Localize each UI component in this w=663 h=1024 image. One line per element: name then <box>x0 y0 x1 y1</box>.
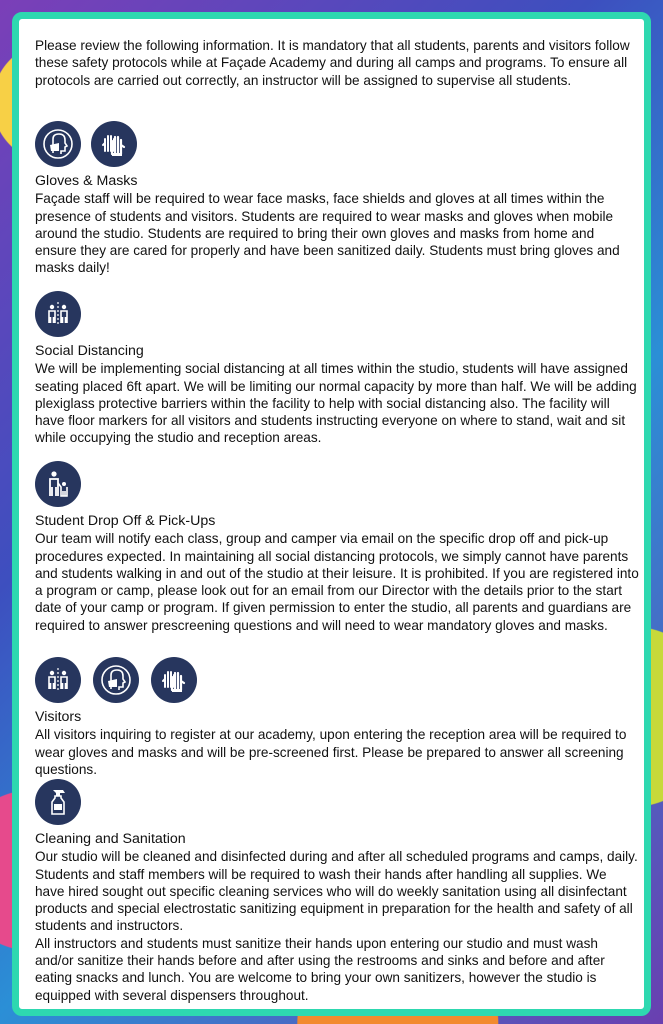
section-icons <box>35 779 639 825</box>
section-title: Social Distancing <box>35 343 144 359</box>
section-body-2: All instructors and students must sanitize their hands upon entering our studio and must wash and/or sanitize their hands before and after using the restrooms and sinks and before and after eating snacks and lunch. You are welcome to bring your own sanitizers, however the studio is equipped with several dispensers throughout. <box>35 935 605 1003</box>
parent-child-icon <box>35 461 81 507</box>
section-visitors <box>35 657 639 778</box>
section-title: Student Drop Off & Pick-Ups <box>35 513 216 529</box>
section-title: Cleaning and Sanitation <box>35 831 186 847</box>
section-drop-off <box>35 461 639 634</box>
section-body: Our team will notify each class, group and camper via email on the specific drop off and pick-up procedures expected. In maintaining all social distancing protocols, we simply cannot have parents and students walking in and out of the studio at their leisure. It is prohibited. If you are registered into a program or camp, please look out for an email from our Director with the details prior to the start date of your camp or program. If given permission to enter the studio, all parents and guardians are required to answer prescreening questions and will need to wear mandatory gloves and masks. <box>35 531 639 633</box>
section-icons <box>35 657 639 703</box>
section-icons <box>35 291 639 337</box>
section-gloves-masks <box>35 121 639 277</box>
section-title: Visitors <box>35 709 82 725</box>
section-icons <box>35 121 639 167</box>
section-cleaning <box>35 779 639 1004</box>
info-panel <box>12 12 651 1016</box>
section-body: We will be implementing social distancing at all times within the studio, students will have assigned seating placed 6ft apart. We will be limiting our normal capacity by more than half. We will be adding plexiglass protective barriers within the facility to help with social distancing also. The facility will have floor markers for all visitors and students instructing everyone on where to stand, wait and sit while occupying the studio and reception areas. <box>35 361 637 446</box>
social-distancing-icon <box>35 291 81 337</box>
social-distancing-icon <box>35 657 81 703</box>
face-mask-icon <box>35 121 81 167</box>
section-body: Our studio will be cleaned and disinfected during and after all scheduled programs and camps, daily. Students and staff members will be required to wash their hands after handling all supplies. We have hired sought out specific cleaning services who will do weekly sanitation using all disinfectant products and special electrostatic sanitizing equipment in preparation for the health and safety of all students and instructors. <box>35 849 638 934</box>
gloves-icon <box>151 657 197 703</box>
section-body: All visitors inquiring to register at our academy, upon entering the reception area will be required to wear gloves and masks and will be pre-screened first. Please be prepared to answer all screening questions. <box>35 727 627 777</box>
intro-text: Please review the following information. It is mandatory that all students, parents and visitors follow these safety protocols while at Façade Academy and during all camps and programs. To ensure all protocols are carried out correctly, an instructor will be assigned to supervise all students. <box>35 38 630 88</box>
spray-bottle-icon <box>35 779 81 825</box>
gloves-icon <box>91 121 137 167</box>
section-title: Gloves & Masks <box>35 173 138 189</box>
section-body: Façade staff will be required to wear face masks, face shields and gloves at all times within the presence of students and visitors. Students are required to wear masks and gloves when mobile around the studio. Students are required to bring their own gloves and masks from home and ensure they are cared for properly and have been sanitized daily. Students must bring gloves and masks daily! <box>35 191 620 276</box>
face-mask-icon <box>93 657 139 703</box>
section-social-distancing <box>35 291 639 447</box>
section-icons <box>35 461 639 507</box>
